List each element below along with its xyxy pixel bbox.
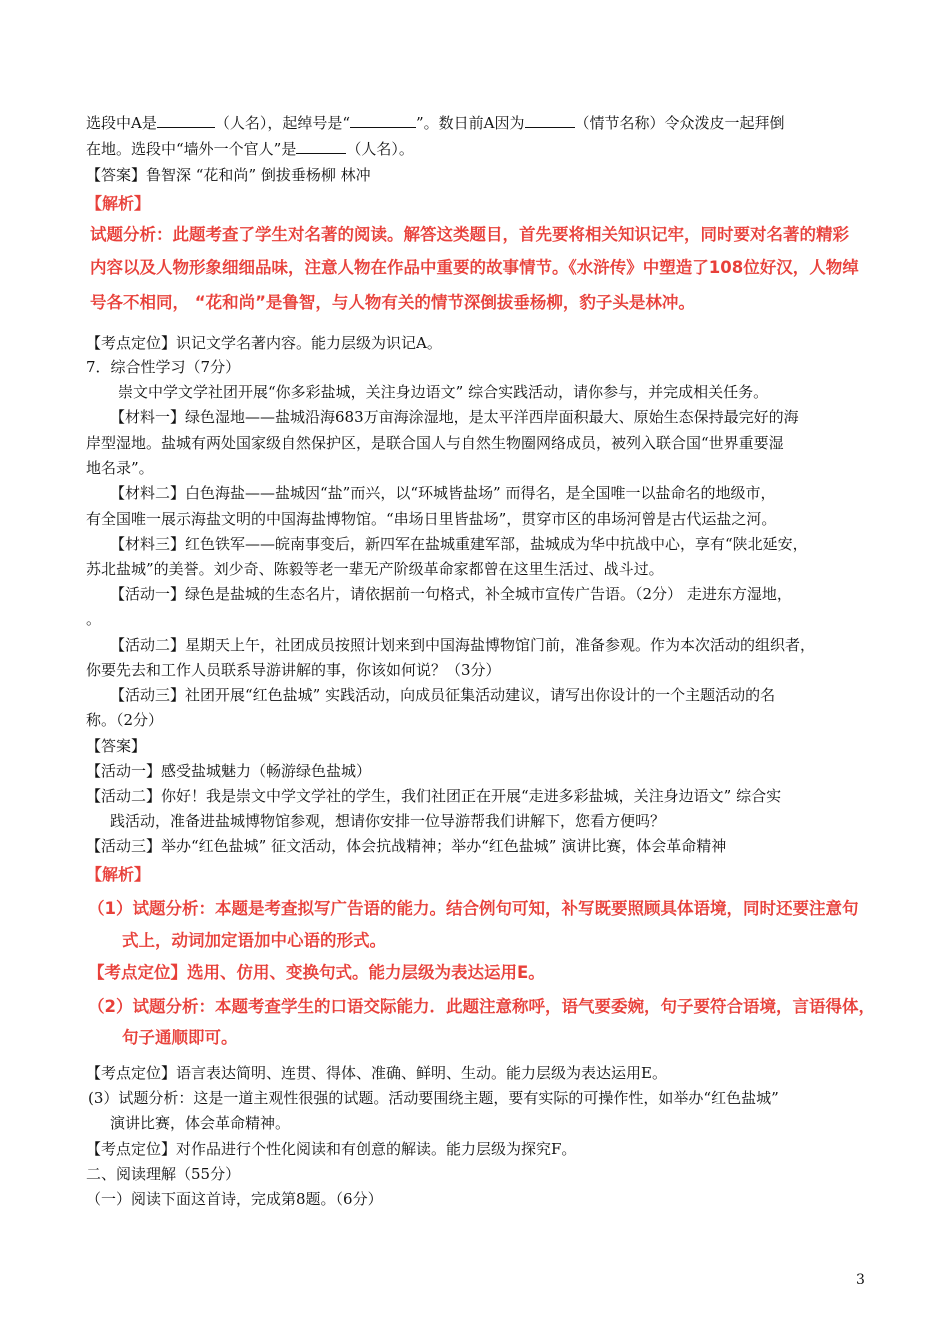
blank-1	[157, 112, 215, 128]
material-2-line-2: 有全国唯一展示海盐文明的中国海盐博物馆。“串场日里皆盐场”，贯穿市区的串场河曾是古代运盐之河。	[86, 510, 777, 528]
q6-text-e: 在地。选段中“墙外一个官人”是	[86, 140, 297, 158]
q6-analysis-2: 内容以及人物形象细细品味，注意人物在作品中重要的故事情节。《水浒传》中塑造了108位好汉，人物绰	[90, 258, 859, 277]
q6-text-a: 选段中A是	[86, 114, 157, 132]
q7-analysis-3-line-2: 演讲比赛，体会革命精神。	[110, 1114, 291, 1132]
page-number: 3	[856, 1272, 865, 1288]
q7-answer-label: 【答案】	[86, 737, 147, 755]
section-2-title: 二、阅读理解（55分）	[86, 1165, 241, 1183]
activity-2-line-2: 你要先去和工作人员联系导游讲解的事，你该如何说？（3分）	[86, 661, 501, 679]
q7-intro: 崇文中学文学社团开展“你多彩盐城，关注身边语文” 综合实践活动，请你参与，并完成相关任务。	[118, 383, 769, 401]
q6-line-1	[86, 112, 785, 134]
material-2-line-1: 【材料二】白色海盐——盐城因“盐”而兴，以“环城皆盐场” 而得名，是全国唯一以盐命名的地级市，	[110, 484, 776, 502]
activity-1-line-1: 【活动一】绿色是盐城的生态名片，请依据前一句格式，补全城市宣传广告语。（2分） 走进东方湿地，	[110, 585, 792, 603]
q7-analysis-2-line-2: 句子通顺即可。	[122, 1028, 238, 1047]
answer-activity-3: 【活动三】举办“红色盐城” 征文活动，体会抗战精神；举办“红色盐城” 演讲比赛，体会革命精神	[86, 837, 727, 855]
answer-activity-1: 【活动一】感受盐城魅力（畅游绿色盐城）	[86, 762, 372, 780]
material-3-line-1: 【材料三】红色铁军——皖南事变后，新四军在盐城重建军部，盐城成为华中抗战中心，享有“陕北延安，	[110, 535, 808, 553]
activity-3-line-2: 称。（2分）	[86, 711, 164, 729]
q6-text-d: （情节名称）令众泼皮一起拜倒	[574, 114, 785, 132]
q7-kaodian-3: 【考点定位】对作品进行个性化阅读和有创意的解读。能力层级为探究F。	[86, 1140, 577, 1158]
answer-activity-2-line-2: 践活动，准备进盐城博物馆参观，想请你安排一位导游帮我们讲解下，您看方便吗？	[110, 812, 666, 830]
q6-analysis-1: 试题分析：此题考查了学生对名著的阅读。解答这类题目，首先要将相关知识记牢，同时要对名著的精彩	[90, 225, 849, 244]
q6-answer: 【答案】鲁智深 “花和尚” 倒拔垂杨柳 林冲	[86, 166, 371, 184]
activity-1-line-2: 。	[86, 610, 102, 628]
q7-kaodian-1: 【考点定位】选用、仿用、变换句式。能力层级为表达运用E。	[88, 963, 545, 982]
q6-text-f: （人名）。	[346, 140, 414, 158]
q7-kaodian-2: 【考点定位】语言表达简明、连贯、得体、准确、鲜明、生动。能力层级为表达运用E。	[86, 1064, 667, 1082]
q7-analysis-3-line-1: (3）试题分析：这是一道主观性很强的试题。活动要围绕主题，要有实际的可操作性，如举办“红色盐城”	[88, 1089, 779, 1107]
answer-activity-2-line-1: 【活动二】你好！我是崇文中学文学社的学生，我们社团正在开展“走进多彩盐城，关注身边语文” 综合实	[86, 787, 782, 805]
blank-4	[296, 138, 346, 154]
blank-2	[350, 112, 416, 128]
q7-jiexi-label: 【解析】	[86, 865, 151, 884]
q7-analysis-1-line-1: （1）试题分析：本题是考查拟写广告语的能力。结合例句可知，补写既要照顾具体语境，同时还要注意句	[88, 899, 859, 918]
material-1-line-3: 地名录”。	[86, 459, 154, 477]
q6-line-2	[86, 138, 414, 160]
q6-kaodian: 【考点定位】识记文学名著内容。能力层级为识记A。	[86, 334, 442, 352]
q6-text-c: ”。数日前A因为	[416, 114, 525, 132]
material-1-line-2: 岸型湿地。盐城有两处国家级自然保护区，是联合国人与自然生物圈网络成员，被列入联合国“世界重要湿	[86, 434, 784, 452]
material-1-line-1: 【材料一】绿色湿地——盐城沿海683万亩海涂湿地，是太平洋西岸面积最大、原始生态保持最完好的海	[110, 408, 799, 426]
section-2-subtitle: （一）阅读下面这首诗，完成第8题。（6分）	[86, 1190, 383, 1208]
q7-title: 7．综合性学习（7分）	[86, 358, 241, 376]
q6-text-b: （人名），起绰号是“	[214, 114, 351, 132]
q7-analysis-2-line-1: （2）试题分析：本题考查学生的口语交际能力．此题注意称呼，语气要委婉，句子要符合语境，言语得体，	[88, 997, 875, 1016]
q7-analysis-1-line-2: 式上，动词加定语加中心语的形式。	[122, 931, 386, 950]
activity-3-line-1: 【活动三】社团开展“红色盐城” 实践活动，向成员征集活动建议，请写出你设计的一个主题活动的名	[110, 686, 776, 704]
activity-2-line-1: 【活动二】星期天上午，社团成员按照计划来到中国海盐博物馆门前，准备参观。作为本次活动的组织者，	[110, 636, 816, 654]
q6-jiexi-label: 【解析】	[86, 194, 151, 213]
blank-3	[525, 112, 575, 128]
material-3-line-2: 苏北盐城”的美誉。刘少奇、陈毅等老一辈无产阶级革命家都曾在这里生活过、战斗过。	[86, 560, 664, 578]
q6-analysis-3: 号各不相同， “花和尚”是鲁智，与人物有关的情节深倒拔垂杨柳，豹子头是林冲。	[90, 293, 695, 312]
